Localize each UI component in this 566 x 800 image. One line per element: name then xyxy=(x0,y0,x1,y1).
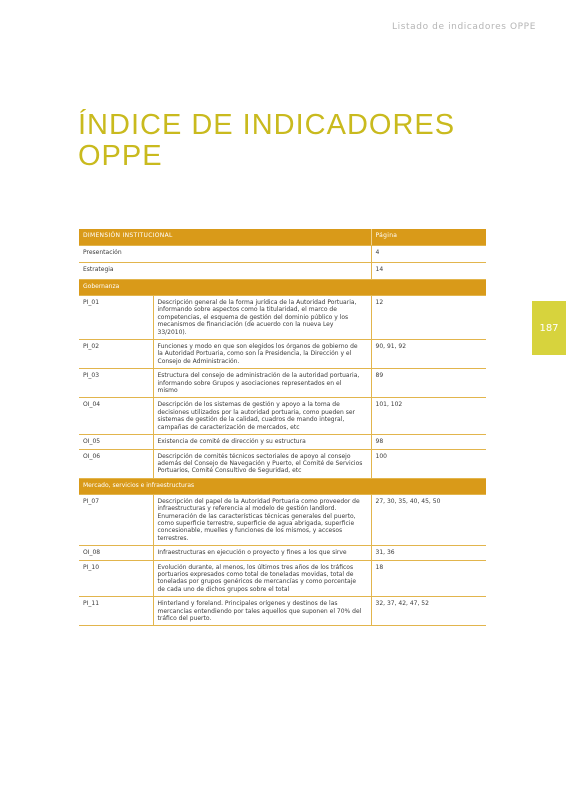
indicator-page: 98 xyxy=(371,435,486,449)
indicator-page: 18 xyxy=(371,560,486,597)
header-page: Página xyxy=(371,229,486,246)
indicator-code: PI_02 xyxy=(79,340,153,369)
indicator-description: Existencia de comité de dirección y su estructura xyxy=(153,435,371,449)
indicator-description: Hinterland y foreland. Principales orígenes y destinos de las mercancías entendiendo por tales aquellos que suponen el 70% del tráfico del puerto. xyxy=(153,597,371,626)
indicators-table xyxy=(79,229,486,626)
table-row xyxy=(79,449,486,478)
row-page: 14 xyxy=(371,263,486,280)
indicator-description: Descripción general de la forma jurídica de la Autoridad Portuaria, informando sobre aspectos como la titularidad, el marco de competencias, el esquema de gestión del dominio público y los mecanismos de financiación (de acuerdo con la nueva Ley 33/2010). xyxy=(153,296,371,340)
indicator-code: PI_10 xyxy=(79,560,153,597)
page-title: ÍNDICE DE INDICADORES OPPE xyxy=(78,109,456,172)
row-page: 4 xyxy=(371,246,486,263)
row-label: Estrategia xyxy=(79,263,371,280)
indicator-page: 89 xyxy=(371,369,486,398)
table-row xyxy=(79,560,486,597)
table-row xyxy=(79,546,486,560)
indicator-description: Descripción de comités técnicos sectoriales de apoyo al consejo además del Consejo de Navegación y Puerto, el Comité de Servicios Portuarios, Comité Consultivo de Seguridad, etc xyxy=(153,449,371,478)
indicator-page: 90, 91, 92 xyxy=(371,340,486,369)
indicator-page: 32, 37, 42, 47, 52 xyxy=(371,597,486,626)
table-row xyxy=(79,494,486,545)
indicator-description: Funciones y modo en que son elegidos los órganos de gobierno de la Autoridad Portuaria, como son la Presidencia, la Dirección y el Consejo de Administración. xyxy=(153,340,371,369)
indicator-code: PI_03 xyxy=(79,369,153,398)
indicator-description: Infraestructuras en ejecución o proyecto y fines a los que sirve xyxy=(153,546,371,560)
indicator-code: OI_04 xyxy=(79,398,153,435)
indicator-description: Descripción del papel de la Autoridad Portuaria como proveedor de infraestructuras y referencia al modelo de gestión landlord. Enumeración de las características técnicas generales del puerto, como superficie terrestre, superficie de agua abrigada, superficie concesionable, muelles y funciones de los mismos, y accesos terrestres. xyxy=(153,494,371,545)
section-title: Gobernanza xyxy=(79,280,486,296)
table-header-row xyxy=(79,229,486,246)
table-row xyxy=(79,340,486,369)
section-header-row xyxy=(79,280,486,296)
indicator-page: 101, 102 xyxy=(371,398,486,435)
indicator-code: OI_06 xyxy=(79,449,153,478)
indicator-page: 100 xyxy=(371,449,486,478)
row-label: Presentación xyxy=(79,246,371,263)
table-row xyxy=(79,296,486,340)
indicator-description: Evolución durante, al menos, los últimos tres años de los tráficos portuarios expresados como total de toneladas movidas, total de toneladas por grupos genéricos de mercancías y como porcentaje de cada uno de dichos grupos sobre el total xyxy=(153,560,371,597)
table-row xyxy=(79,369,486,398)
indicator-code: OI_05 xyxy=(79,435,153,449)
indicator-page: 31, 36 xyxy=(371,546,486,560)
section-title: Mercado, servicios e infraestructuras xyxy=(79,478,486,494)
table-row xyxy=(79,597,486,626)
table-row xyxy=(79,398,486,435)
indicator-page: 12 xyxy=(371,296,486,340)
running-head: Listado de indicadores OPPE xyxy=(392,22,536,32)
table-row xyxy=(79,435,486,449)
indicator-code: PI_07 xyxy=(79,494,153,545)
indicator-code: PI_11 xyxy=(79,597,153,626)
indicator-description: Descripción de los sistemas de gestión y apoyo a la toma de decisiones utilizados por la autoridad portuaria, como pueden ser sistemas de gestión de la calidad, cuadros de mando integral, campañas de caracterización de mercados, etc xyxy=(153,398,371,435)
header-dimension: DIMENSIÓN INSTITUCIONAL xyxy=(79,229,371,246)
table-row xyxy=(79,263,486,280)
indicator-code: OI_08 xyxy=(79,546,153,560)
page-number-tab xyxy=(532,301,566,355)
indicator-code: PI_01 xyxy=(79,296,153,340)
section-header-row xyxy=(79,478,486,494)
indicator-page: 27, 30, 35, 40, 45, 50 xyxy=(371,494,486,545)
indicator-description: Estructura del consejo de administración de la autoridad portuaria, informando sobre Grupos y asociaciones representados en el mismo xyxy=(153,369,371,398)
page-number: 187 xyxy=(539,322,559,334)
table-row xyxy=(79,246,486,263)
